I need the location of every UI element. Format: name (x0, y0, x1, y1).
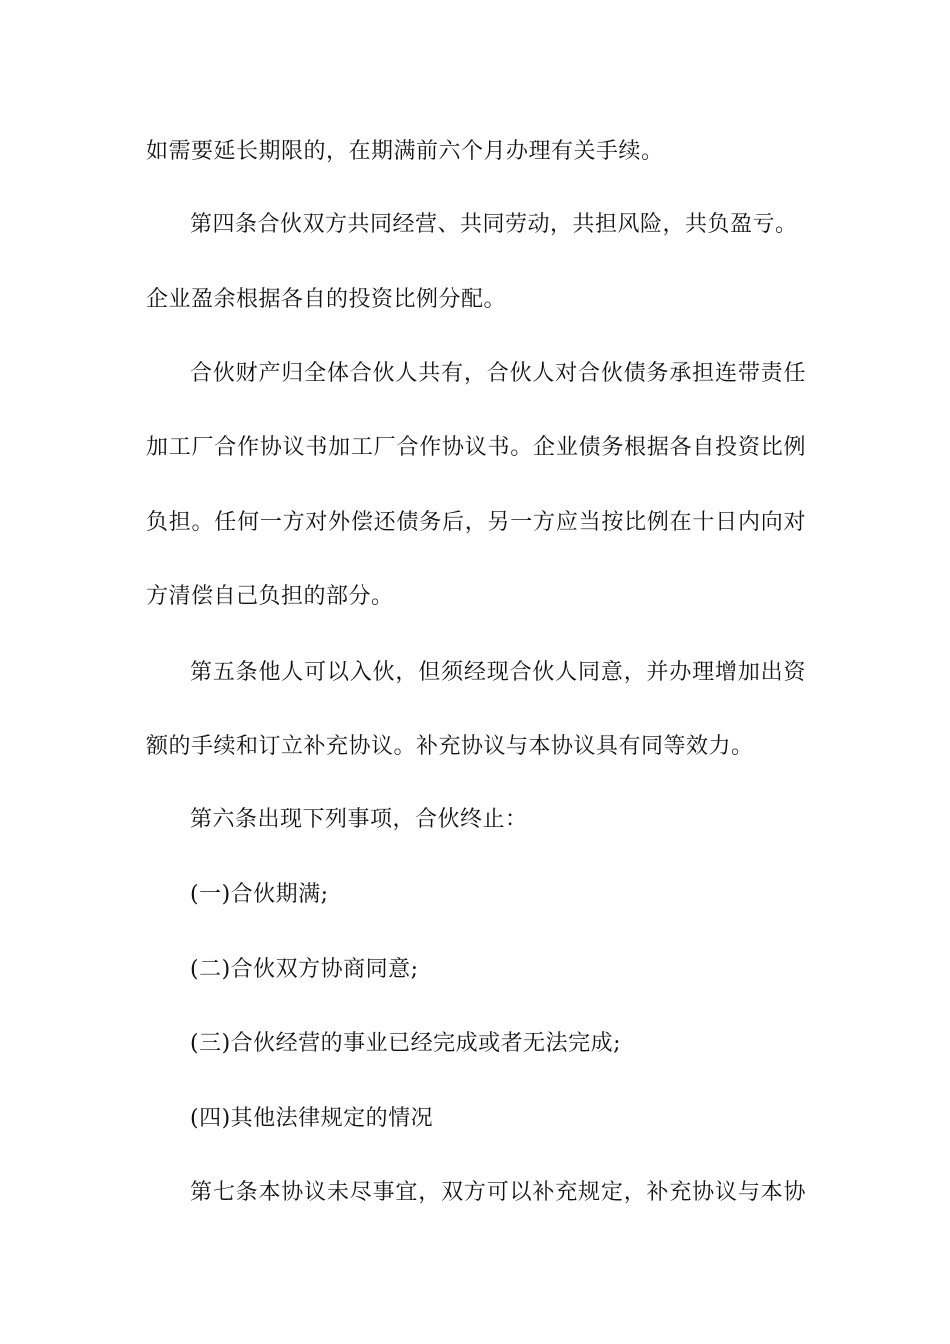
text-line-12: (二)合伙双方协商同意; (190, 957, 419, 982)
text-line-4: 合伙财产归全体合伙人共有，合伙人对合伙债务承担连带责任 (190, 361, 806, 386)
text-line-11: (一)合伙期满; (190, 882, 329, 907)
text-line-1: 如需要延长期限的，在期满前六个月办理有关手续。 (146, 139, 664, 164)
text-line-6: 负担。任何一方对外偿还债务后，另一方应当按比例在十日内向对 (146, 510, 806, 535)
text-line-7: 方清偿自己负担的部分。 (146, 584, 394, 609)
text-line-10: 第六条出现下列事项，合伙终止： (190, 807, 528, 832)
text-line-14: (四)其他法律规定的情况 (190, 1106, 434, 1131)
text-line-5: 加工厂合作协议书加工厂合作协议书。企业债务根据各自投资比例 (146, 435, 806, 460)
text-line-3: 企业盈余根据各自的投资比例分配。 (146, 287, 507, 312)
text-line-9: 额的手续和订立补充协议。补充协议与本协议具有同等效力。 (146, 734, 754, 759)
text-line-15: 第七条本协议未尽事宜，双方可以补充规定，补充协议与本协 (190, 1180, 806, 1205)
text-line-13: (三)合伙经营的事业已经完成或者无法完成; (190, 1031, 622, 1056)
text-line-8: 第五条他人可以入伙，但须经现合伙人同意，并办理增加出资 (190, 660, 806, 685)
text-line-2: 第四条合伙双方共同经营、共同劳动，共担风险，共负盈亏。 (190, 212, 798, 237)
